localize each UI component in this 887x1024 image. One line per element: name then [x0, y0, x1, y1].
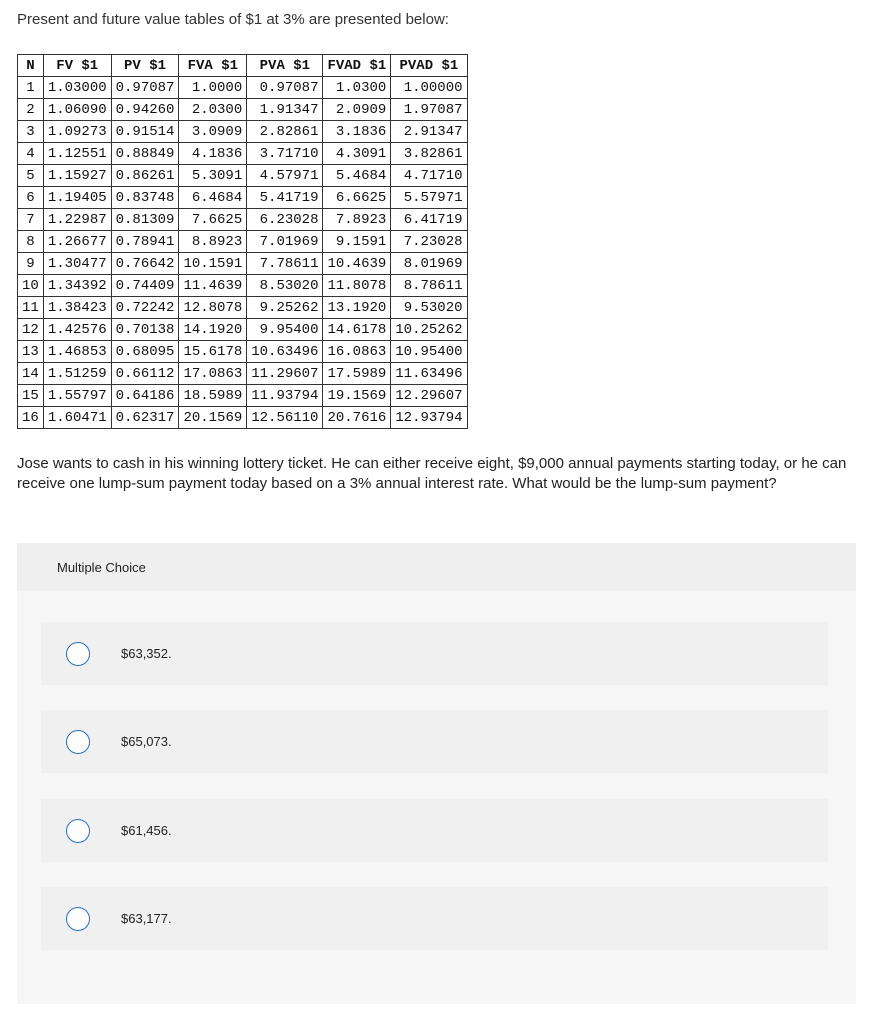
table-cell: 17.5989	[323, 363, 391, 385]
table-row	[18, 165, 468, 187]
table-cell: 2.82861	[247, 121, 323, 143]
table-cell: 5.57971	[391, 187, 467, 209]
table-cell: 10.63496	[247, 341, 323, 363]
table-cell: 8.53020	[247, 275, 323, 297]
table-cell: 7	[18, 209, 44, 231]
table-row	[18, 319, 468, 341]
table-row	[18, 253, 468, 275]
table-cell: 15	[18, 385, 44, 407]
table-cell: 6.4684	[179, 187, 247, 209]
table-cell: 5.3091	[179, 165, 247, 187]
table-cell: 1.22987	[43, 209, 111, 231]
table-cell: 1.34392	[43, 275, 111, 297]
value-table	[17, 54, 468, 429]
answer-option-label: $63,177.	[121, 911, 172, 926]
answer-option-label: $61,456.	[121, 823, 172, 838]
table-cell: 1.51259	[43, 363, 111, 385]
table-cell: 7.23028	[391, 231, 467, 253]
table-row	[18, 143, 468, 165]
table-cell: 4	[18, 143, 44, 165]
table-cell: 20.1569	[179, 407, 247, 429]
table-cell: 1.15927	[43, 165, 111, 187]
table-cell: 1.26677	[43, 231, 111, 253]
table-cell: 6.6625	[323, 187, 391, 209]
table-cell: 10.95400	[391, 341, 467, 363]
table-cell: 1	[18, 77, 44, 99]
table-cell: 0.70138	[111, 319, 179, 341]
answer-option-label: $65,073.	[121, 734, 172, 749]
table-cell: 19.1569	[323, 385, 391, 407]
table-cell: 9	[18, 253, 44, 275]
table-cell: 14	[18, 363, 44, 385]
table-cell: 1.38423	[43, 297, 111, 319]
table-cell: 3.1836	[323, 121, 391, 143]
answer-option-label: $63,352.	[121, 646, 172, 661]
table-cell: 9.53020	[391, 297, 467, 319]
table-row	[18, 121, 468, 143]
table-header-cell: PV $1	[111, 55, 179, 77]
table-cell: 0.76642	[111, 253, 179, 275]
table-cell: 1.12551	[43, 143, 111, 165]
table-cell: 14.1920	[179, 319, 247, 341]
table-cell: 0.81309	[111, 209, 179, 231]
table-row	[18, 275, 468, 297]
table-row	[18, 297, 468, 319]
table-cell: 9.95400	[247, 319, 323, 341]
table-cell: 5.41719	[247, 187, 323, 209]
table-cell: 0.74409	[111, 275, 179, 297]
table-header-cell: PVA $1	[247, 55, 323, 77]
table-cell: 8.01969	[391, 253, 467, 275]
table-cell: 8	[18, 231, 44, 253]
table-cell: 1.60471	[43, 407, 111, 429]
table-cell: 13.1920	[323, 297, 391, 319]
table-cell: 0.72242	[111, 297, 179, 319]
table-cell: 0.88849	[111, 143, 179, 165]
table-cell: 1.00000	[391, 77, 467, 99]
table-header-cell: FVAD $1	[323, 55, 391, 77]
table-cell: 1.06090	[43, 99, 111, 121]
table-cell: 1.19405	[43, 187, 111, 209]
table-cell: 1.55797	[43, 385, 111, 407]
table-cell: 0.86261	[111, 165, 179, 187]
table-cell: 0.62317	[111, 407, 179, 429]
table-cell: 3.82861	[391, 143, 467, 165]
table-cell: 1.46853	[43, 341, 111, 363]
table-cell: 12.56110	[247, 407, 323, 429]
table-cell: 7.8923	[323, 209, 391, 231]
table-cell: 1.09273	[43, 121, 111, 143]
table-cell: 4.1836	[179, 143, 247, 165]
table-cell: 11.29607	[247, 363, 323, 385]
table-header-cell: N	[18, 55, 44, 77]
table-cell: 9.25262	[247, 297, 323, 319]
table-cell: 0.91514	[111, 121, 179, 143]
table-cell: 11.63496	[391, 363, 467, 385]
table-cell: 2.91347	[391, 121, 467, 143]
table-cell: 14.6178	[323, 319, 391, 341]
table-cell: 1.03000	[43, 77, 111, 99]
table-cell: 18.5989	[179, 385, 247, 407]
table-header-cell: FV $1	[43, 55, 111, 77]
table-cell: 8.78611	[391, 275, 467, 297]
table-cell: 5	[18, 165, 44, 187]
table-cell: 7.6625	[179, 209, 247, 231]
table-cell: 11.8078	[323, 275, 391, 297]
table-header-row	[18, 55, 468, 77]
table-cell: 3	[18, 121, 44, 143]
table-cell: 0.83748	[111, 187, 179, 209]
table-cell: 1.97087	[391, 99, 467, 121]
table-cell: 12	[18, 319, 44, 341]
table-cell: 0.94260	[111, 99, 179, 121]
answer-option-1[interactable]	[41, 622, 828, 685]
table-cell: 1.0000	[179, 77, 247, 99]
table-cell: 6	[18, 187, 44, 209]
radio-button-icon[interactable]	[66, 642, 90, 666]
table-cell: 8.8923	[179, 231, 247, 253]
table-cell: 1.91347	[247, 99, 323, 121]
table-cell: 1.42576	[43, 319, 111, 341]
table-header-cell: FVA $1	[179, 55, 247, 77]
table-cell: 16.0863	[323, 341, 391, 363]
table-cell: 0.78941	[111, 231, 179, 253]
table-row	[18, 385, 468, 407]
table-cell: 3.0909	[179, 121, 247, 143]
table-cell: 4.71710	[391, 165, 467, 187]
table-cell: 2.0300	[179, 99, 247, 121]
radio-button-icon[interactable]	[66, 819, 90, 843]
table-cell: 10.4639	[323, 253, 391, 275]
table-cell: 10.1591	[179, 253, 247, 275]
value-table-head	[18, 55, 468, 77]
table-cell: 11.93794	[247, 385, 323, 407]
table-cell: 4.57971	[247, 165, 323, 187]
table-row	[18, 341, 468, 363]
table-cell: 7.78611	[247, 253, 323, 275]
table-row	[18, 99, 468, 121]
table-cell: 3.71710	[247, 143, 323, 165]
table-row	[18, 209, 468, 231]
table-header-cell: PVAD $1	[391, 55, 467, 77]
table-row	[18, 407, 468, 429]
table-cell: 20.7616	[323, 407, 391, 429]
question-text: Jose wants to cash in his winning lottery ticket. He can either receive eight, $9,000 annual payments starting today, or he can receive one lump-sum payment today based on a 3% annual interest rate. What would be the lump-sum payment?	[17, 455, 847, 492]
table-row	[18, 77, 468, 99]
table-cell: 0.64186	[111, 385, 179, 407]
table-row	[18, 231, 468, 253]
table-cell: 10	[18, 275, 44, 297]
table-cell: 2	[18, 99, 44, 121]
table-cell: 7.01969	[247, 231, 323, 253]
multiple-choice-title: Multiple Choice	[57, 559, 146, 575]
table-cell: 17.0863	[179, 363, 247, 385]
multiple-choice-panel	[17, 543, 856, 1004]
table-cell: 16	[18, 407, 44, 429]
multiple-choice-header	[17, 543, 856, 591]
answer-option-2[interactable]	[41, 710, 828, 773]
answer-option-3[interactable]	[41, 799, 828, 862]
radio-button-icon[interactable]	[66, 730, 90, 754]
table-cell: 0.97087	[247, 77, 323, 99]
table-cell: 0.66112	[111, 363, 179, 385]
table-cell: 0.68095	[111, 341, 179, 363]
table-cell: 1.30477	[43, 253, 111, 275]
table-row	[18, 363, 468, 385]
table-row	[18, 187, 468, 209]
table-cell: 6.41719	[391, 209, 467, 231]
table-cell: 12.8078	[179, 297, 247, 319]
answer-option-4[interactable]	[41, 887, 828, 950]
table-cell: 12.93794	[391, 407, 467, 429]
table-cell: 5.4684	[323, 165, 391, 187]
table-cell: 11.4639	[179, 275, 247, 297]
intro-text: Present and future value tables of $1 at 3% are presented below:	[17, 11, 449, 28]
table-cell: 0.97087	[111, 77, 179, 99]
table-cell: 6.23028	[247, 209, 323, 231]
table-cell: 9.1591	[323, 231, 391, 253]
table-cell: 15.6178	[179, 341, 247, 363]
table-cell: 10.25262	[391, 319, 467, 341]
table-cell: 2.0909	[323, 99, 391, 121]
radio-button-icon[interactable]	[66, 907, 90, 931]
table-cell: 4.3091	[323, 143, 391, 165]
table-cell: 11	[18, 297, 44, 319]
table-cell: 13	[18, 341, 44, 363]
table-cell: 1.0300	[323, 77, 391, 99]
value-table-body	[18, 77, 468, 429]
table-cell: 12.29607	[391, 385, 467, 407]
